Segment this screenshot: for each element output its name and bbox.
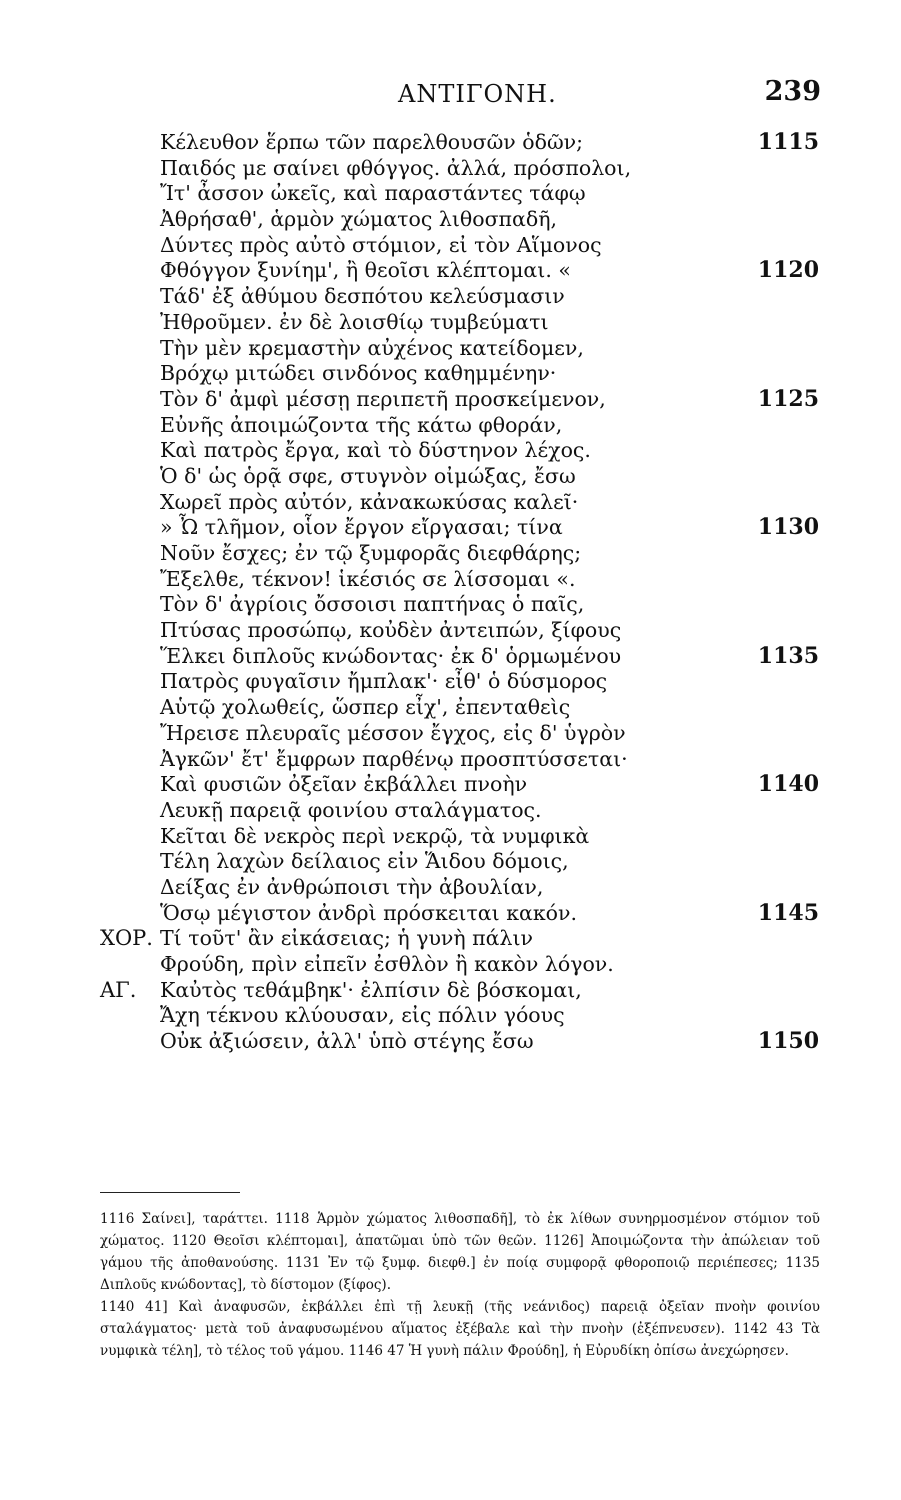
verse-text: Ἕλκει διπλοῦς κνώδοντας· ἐκ δ' ὁρμωμένου — [160, 643, 622, 668]
verse-text: Παιδός με σαίνει φθόγγος. ἀλλά, πρόσπολοι, — [160, 155, 632, 180]
verse-text: Φρούδη, πρὶν εἰπεῖν ἐσθλὸν ἢ κακὸν λόγον. — [160, 952, 614, 976]
verse-line — [0, 721, 901, 747]
verse-text: Φθόγγον ξυνίημ', ἢ θεοῖσι κλέπτομαι. « — [160, 258, 571, 283]
verse-text: Τέλη λαχὼν δείλαιος εἰν Ἅιδου δόμοις, — [160, 849, 569, 874]
verse-line — [0, 541, 901, 567]
verse-line — [0, 515, 901, 541]
verse-line — [0, 618, 901, 644]
verse-text: Αὑτῷ χολωθείς, ὥσπερ εἶχ', ἐπενταθεὶς — [160, 695, 571, 720]
verse-text: Οὐκ ἀξιώσειν, ἀλλ' ὑπὸ στέγης ἔσω — [160, 1029, 534, 1054]
verse-text: Πατρὸς φυγαῖσιν ἤμπλακ'· εἶθ' ὁ δύσμορος — [160, 669, 608, 694]
verse-text: Τάδ' ἐξ ἀθύμου δεσπότου κελεύσμασιν — [160, 284, 565, 309]
line-number: 1150 — [757, 1028, 819, 1055]
verse-text: Ἀθρήσαθ', ἁρμὸν χώματος λιθοσπαδῆ, — [160, 207, 558, 232]
verse-line — [0, 926, 901, 952]
verse-line — [0, 747, 901, 773]
line-number: 1130 — [757, 514, 819, 541]
verse-text: Ἔξελθε, τέκνον! ἱκέσιός σε λίσσομαι «. — [160, 566, 576, 591]
speaker-label: ΧΟΡ. — [100, 926, 153, 951]
verse-line — [0, 336, 901, 362]
verse-text: » Ὦ τλῆμον, οἷον ἔργον εἴργασαι; τίνα — [160, 515, 563, 540]
verse-text: Πτύσας προσώπῳ, κοὐδὲν ἀντειπών, ξίφους — [160, 618, 622, 643]
verse-line — [0, 464, 901, 490]
verse-line — [0, 207, 901, 233]
verse-text: Εὐνῆς ἀποιμώζοντα τῆς κάτω φθοράν, — [160, 412, 563, 437]
verse-line — [0, 798, 901, 824]
verse-text: Ἄχη τέκνου κλύουσαν, εἰς πόλιν γόους — [160, 1003, 565, 1028]
verse-text: Τὴν μὲν κρεμαστὴν αὐχένος κατείδομεν, — [160, 335, 584, 360]
verse-text: Χωρεῖ πρὸς αὐτόν, κἀνακωκύσας καλεῖ· — [160, 489, 579, 514]
verse-line — [0, 644, 901, 670]
verse-line — [0, 233, 901, 259]
verse-line — [0, 824, 901, 850]
verse-line — [0, 695, 901, 721]
footnote-paragraph: 1140 41] Καὶ ἀναφυσῶν, ἐκβάλλει ἐπὶ τῇ λευκῇ (τῆς νεάνιδος) παρειᾷ ὀξεῖαν πνοὴν φοινίου σταλάγματος· μετὰ τοῦ ἀναφυσωμένου αἵματος ἐξέβαλε καὶ τὴν πνοὴν (ἐξέπνευσεν). 1142 43 Τὰ νυμφικὰ τέλη], τὸ τέλος τοῦ γάμου. 1146 47 Ἡ γυνὴ πάλιν Φρούδη], ἡ Εὐρυδίκη ὀπίσω ἀνεχώρησεν. — [100, 1299, 820, 1359]
verse-line — [0, 181, 901, 207]
verse-line — [0, 592, 901, 618]
verse-line — [0, 490, 901, 516]
verse-text: Κέλευθον ἕρπω τῶν παρελθουσῶν ὁδῶν; — [160, 130, 584, 154]
verse-line — [0, 669, 901, 695]
verse-text: Ἤρεισε πλευραῖς μέσσον ἔγχος, εἰς δ' ὑγρὸν — [160, 720, 626, 745]
verse-text: Δύντες πρὸς αὐτὸ στόμιον, εἰ τὸν Αἵμονος — [160, 232, 602, 257]
verse-line — [0, 361, 901, 387]
verse-line — [0, 387, 901, 413]
verse-text: Τί τοῦτ' ἂν εἰκάσειας; ἡ γυνὴ πάλιν — [160, 926, 533, 951]
verse-line — [0, 310, 901, 336]
running-title: ΑΝΤΙΓΟΝΗ. — [398, 80, 557, 108]
page-number: 239 — [764, 76, 821, 107]
footnotes — [100, 1208, 820, 1362]
verse-text: Καὐτὸς τεθάμβηκ'· ἐλπίσιν δὲ βόσκομαι, — [160, 977, 582, 1002]
line-number: 1125 — [757, 385, 819, 412]
line-number: 1145 — [757, 899, 819, 926]
verse-text: Ἴτ' ἆσσον ὠκεῖς, καὶ παραστάντες τάφῳ — [160, 181, 586, 206]
verse-block — [0, 130, 901, 1055]
verse-line — [0, 567, 901, 593]
verse-text: Λευκῇ παρειᾷ φοινίου σταλάγματος. — [160, 797, 542, 822]
verse-line — [0, 258, 901, 284]
verse-line — [0, 438, 901, 464]
verse-text: Ἠθροῦμεν. ἐν δὲ λοισθίῳ τυμβεύματι — [160, 309, 549, 334]
verse-text: Νοῦν ἔσχες; ἐν τῷ ξυμφορᾶς διεφθάρης; — [160, 541, 582, 565]
speaker-label: ΑΓ. — [100, 977, 137, 1002]
verse-line — [0, 849, 901, 875]
verse-text: Ὅσῳ μέγιστον ἀνδρὶ πρόσκειται κακόν. — [160, 900, 577, 925]
verse-line — [0, 952, 901, 978]
verse-line — [0, 1003, 901, 1029]
line-number: 1140 — [757, 771, 819, 798]
page-header — [0, 76, 901, 116]
verse-text: Ἀγκῶν' ἔτ' ἔμφρων παρθένῳ προσπτύσσεται· — [160, 746, 628, 771]
verse-text: Κεῖται δὲ νεκρὸς περὶ νεκρῷ, τὰ νυμφικὰ — [160, 823, 590, 848]
verse-text: Τὸν δ' ἀμφὶ μέσσῃ περιπετῆ προσκείμενον, — [160, 386, 606, 411]
verse-line — [0, 413, 901, 439]
verse-line — [0, 772, 901, 798]
verse-text: Δείξας ἐν ἀνθρώποισι τὴν ἀβουλίαν, — [160, 874, 544, 899]
verse-text: Καὶ φυσιῶν ὀξεῖαν ἐκβάλλει πνοὴν — [160, 772, 528, 797]
verse-line — [0, 1029, 901, 1055]
verse-line — [0, 130, 901, 156]
line-number: 1135 — [757, 642, 819, 669]
verse-line — [0, 284, 901, 310]
verse-line — [0, 156, 901, 182]
line-number: 1115 — [757, 129, 819, 155]
verse-line — [0, 901, 901, 927]
line-number: 1120 — [757, 257, 819, 284]
verse-text: Καὶ πατρὸς ἔργα, καὶ τὸ δύστηνον λέχος. — [160, 438, 591, 463]
footnote-paragraph: 1116 Σαίνει], ταράττει. 1118 Ἁρμὸν χώματος λιθοσπαδῆ], τὸ ἐκ λίθων συνηρμοσμένον στόμιον τοῦ χώματος. 1120 Θεοῖσι κλέπτομαι], ἀπατῶμαι ὑπὸ τῶν θεῶν. 1126] Ἀποιμώζοντα τὴν ἀπώλειαν τοῦ γάμου τῆς ἀποθανούσης. 1131 Ἐν τῷ ξυμφ. διεφθ.] ἐν ποίᾳ συμφορᾷ φθοροποιῷ περιέπεσες; 1135 Διπλοῦς κνώδοντας], τὸ δίστομον (ξίφος). — [100, 1211, 820, 1293]
verse-text: Βρόχῳ μιτώδει σινδόνος καθημμένην· — [160, 361, 557, 386]
verse-text: Τὸν δ' ἀγρίοις ὄσσοισι παπτήνας ὁ παῖς, — [160, 592, 585, 617]
footnote-rule — [100, 1192, 240, 1193]
verse-line — [0, 978, 901, 1004]
verse-line — [0, 875, 901, 901]
verse-text: Ὁ δ' ὡς ὁρᾷ σφε, στυγνὸν οἰμώξας, ἔσω — [160, 463, 576, 488]
